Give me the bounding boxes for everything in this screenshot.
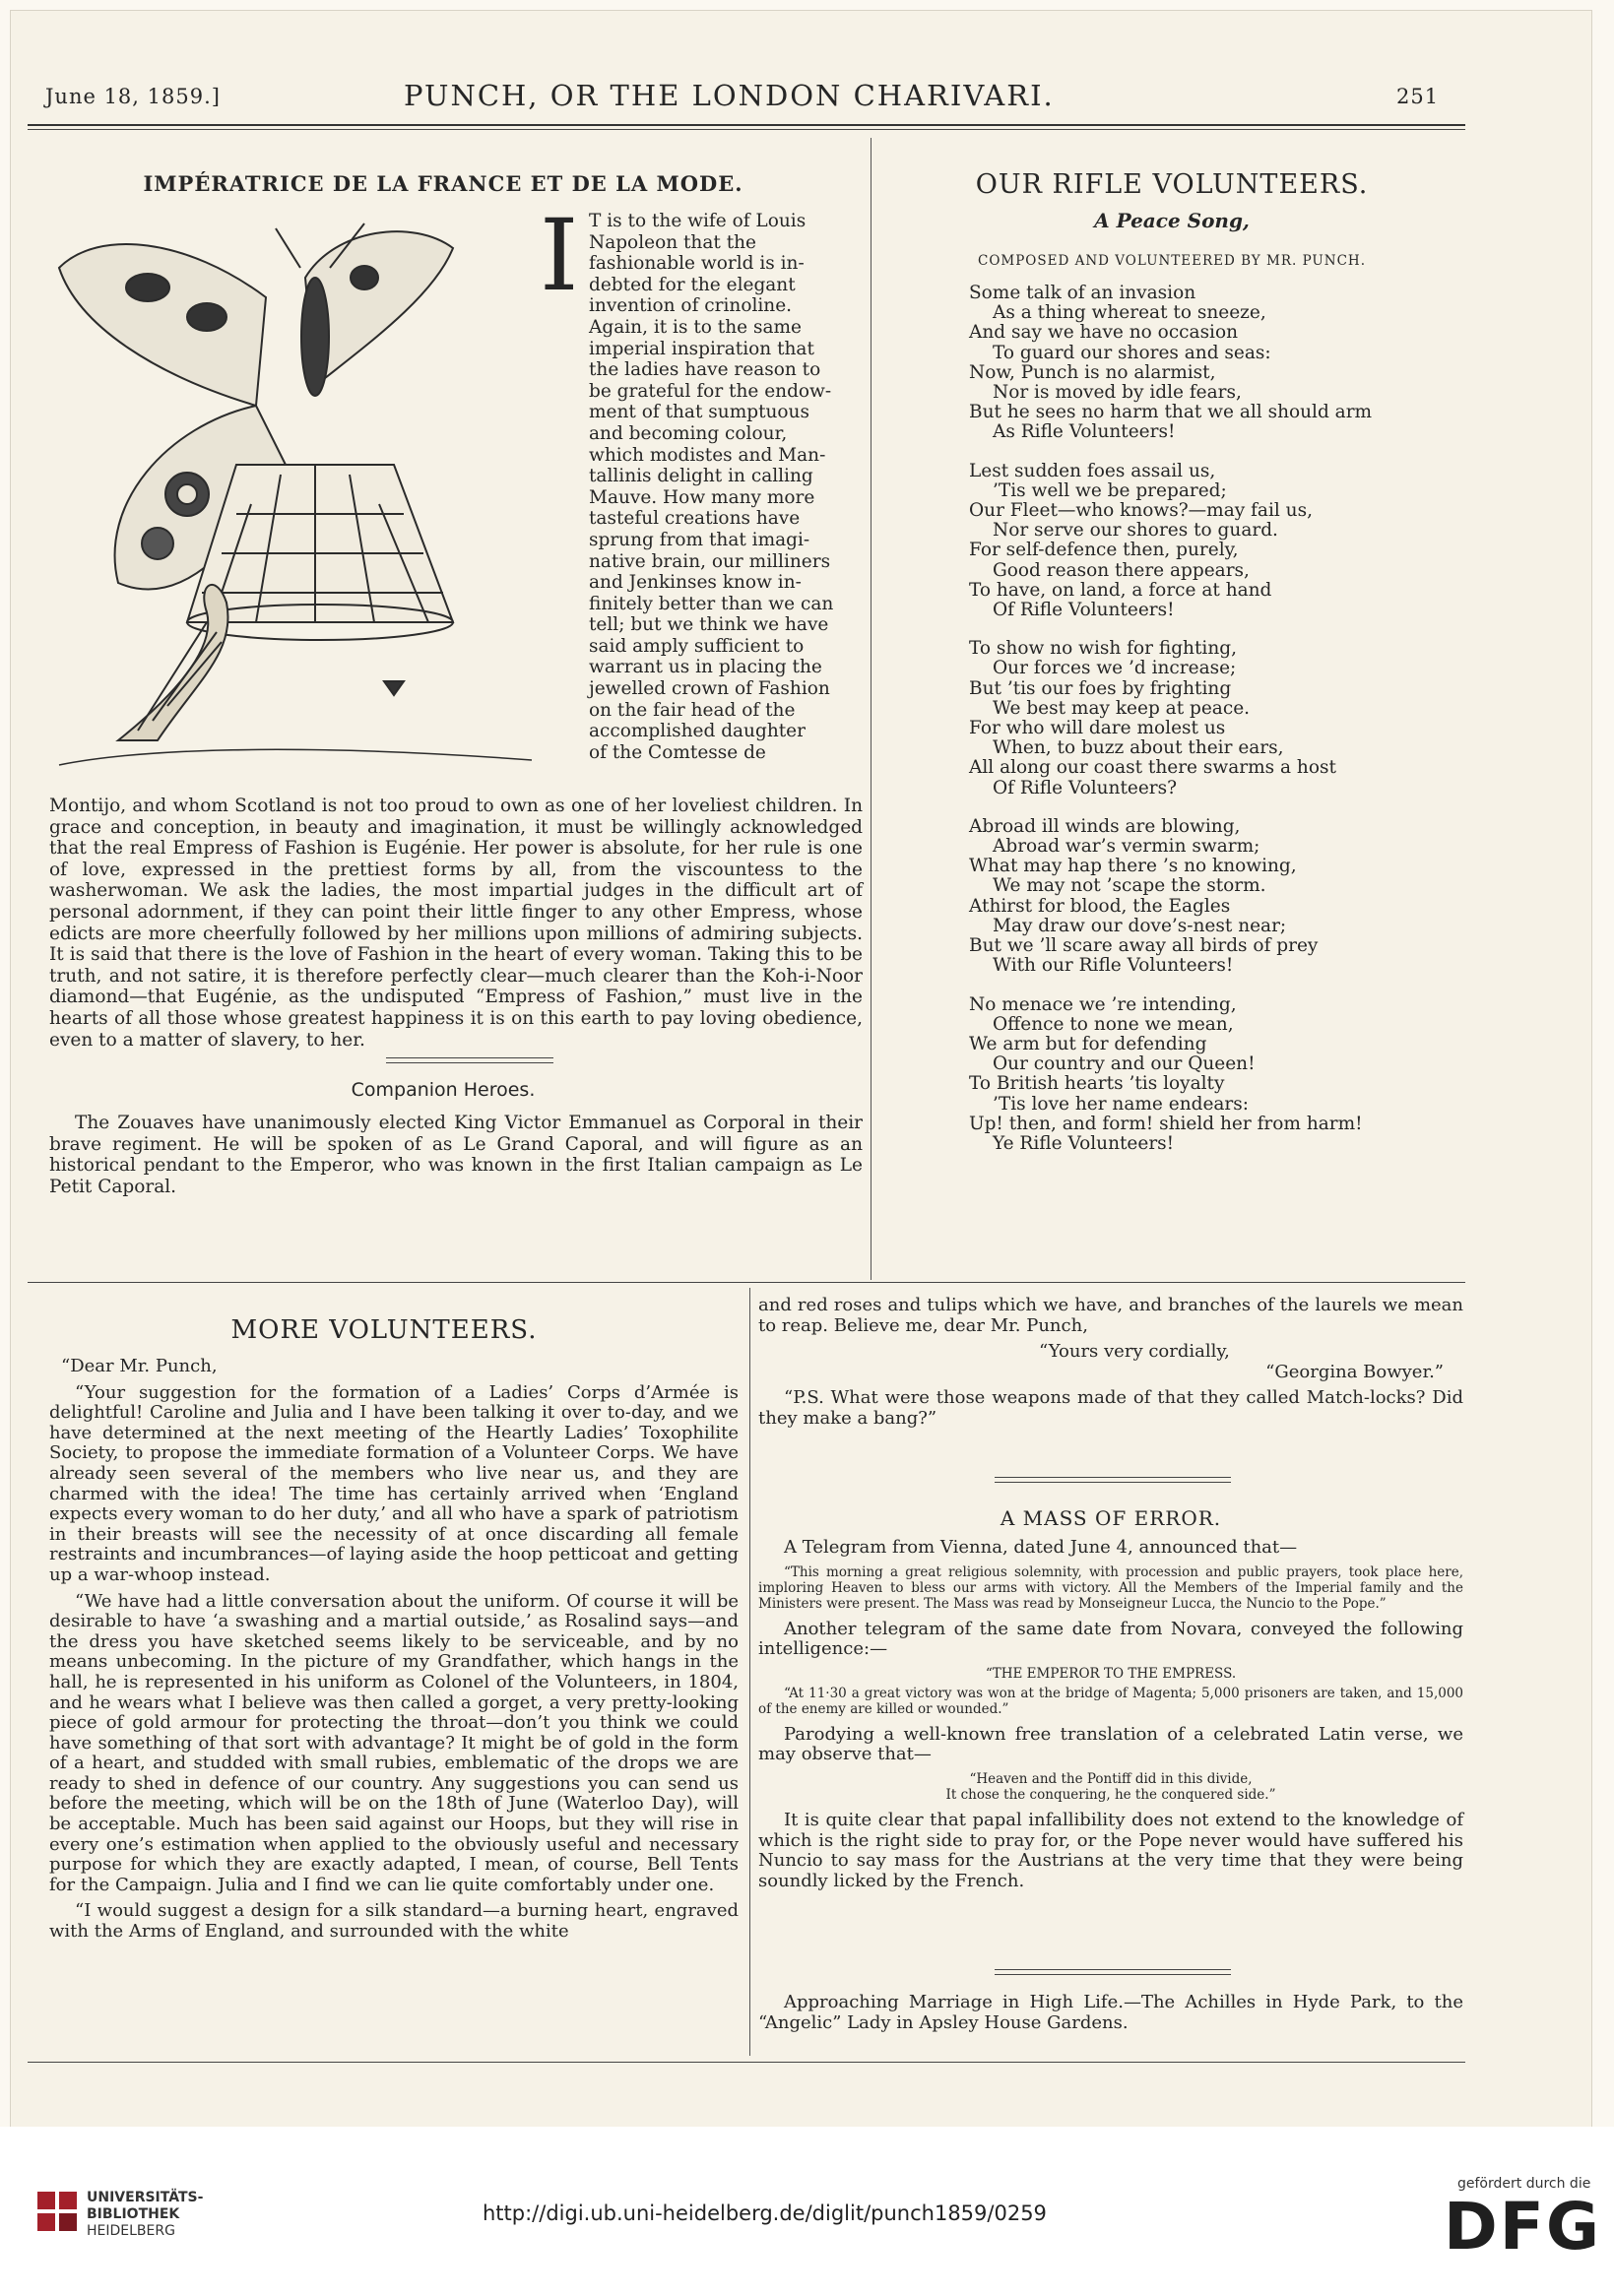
wrap-line: and Jenkinses know in- — [589, 572, 802, 594]
poem-line: ’Tis well we be prepared; — [993, 479, 1227, 501]
section-divider-2 — [386, 1062, 553, 1063]
poem-line: No menace we ’re intending, — [969, 993, 1237, 1015]
butterfly-woodcut — [39, 209, 551, 780]
butterfly-crinoline-illustration — [39, 209, 551, 780]
poem-line: All along our coast there swarms a host — [969, 757, 1336, 779]
poem-line: Now, Punch is no alarmist, — [969, 361, 1216, 383]
header-title: PUNCH, OR THE LONDON CHARIVARI. — [404, 79, 1055, 112]
poem-line: With our Rifle Volunteers! — [993, 955, 1234, 977]
poem-line: As Rifle Volunteers! — [993, 421, 1176, 443]
poem-line: We best may keep at peace. — [993, 697, 1251, 719]
poem-line: ’Tis love her name endears: — [993, 1093, 1250, 1115]
column-divider-bottom — [749, 1288, 750, 2056]
drop-cap: I — [540, 198, 579, 313]
poem-line: We may not ’scape the storm. — [993, 875, 1266, 897]
companion-col — [49, 1113, 863, 1203]
wrap-line: jewelled crown of Fashion — [589, 678, 830, 700]
poem-line: Of Rifle Volunteers? — [993, 777, 1178, 798]
more-paragraph: “I would suggest a design for a silk standard—a burning heart, engraved with the Arms of England, and surrounded with the white — [49, 1900, 739, 1943]
poem-line: Abroad war’s vermin swarm; — [993, 836, 1260, 858]
imperatrice-wrap-text — [589, 211, 863, 763]
poem-line: To have, on land, a force at hand — [969, 579, 1272, 601]
wrap-line: finitely better than we can — [589, 593, 834, 614]
poem-line: To show no wish for fighting, — [969, 638, 1237, 660]
more-title: MORE VOLUNTEERS. — [230, 1315, 538, 1345]
section-divider — [995, 1969, 1231, 1970]
middle-rule — [28, 1282, 1465, 1283]
header-date: June 18, 1859.] — [45, 85, 221, 108]
poem-line: Up! then, and form! shield her from harm! — [969, 1113, 1363, 1134]
mass-quote-1: “This morning a great religious solemnity, with procession and public prayers, took place here, imploring Heaven to bless our arms with victory. All the Members of the Imperial family and the Ministers were present. The Mass was read by Monseigneur Lucca, the Nuncio to the Pope.” — [758, 1563, 1463, 1612]
header-rule — [28, 124, 1465, 126]
poem-line: To British hearts ’tis loyalty — [969, 1073, 1225, 1095]
more-closing: “Yours very cordially, — [1039, 1341, 1230, 1363]
library-line: HEIDELBERG — [87, 2223, 175, 2239]
wrap-line: ment of that sumptuous — [589, 402, 809, 423]
wrap-line: of the Comtesse de — [589, 741, 766, 763]
column-divider-top — [871, 138, 872, 1280]
imperatrice-body-col — [49, 796, 863, 1056]
imperatrice-title: IMPÉRATRICE DE LA FRANCE ET DE LA MODE. — [143, 171, 743, 196]
poem-line: May draw our dove’s-nest near; — [993, 915, 1287, 936]
poem-line: But he sees no harm that we all should arm — [969, 402, 1373, 423]
poem-stanza — [969, 462, 1461, 621]
library-name — [87, 2190, 203, 2240]
wrap-line: imperial inspiration that — [589, 338, 814, 359]
wrap-line: invention of crinoline. — [589, 295, 793, 317]
more-continuation-col — [758, 1296, 1463, 1435]
wrap-line: Again, it is to the same — [589, 316, 802, 338]
poem-line: Some talk of an invasion — [969, 283, 1196, 303]
section-divider — [386, 1057, 553, 1058]
poem-line: We arm but for defending — [969, 1033, 1207, 1054]
section-divider — [995, 1477, 1231, 1478]
library-line: UNIVERSITÄTS- — [87, 2190, 204, 2205]
poem-stanza — [969, 284, 1461, 443]
more-col — [49, 1357, 739, 1948]
imperatrice-body: Montijo, and whom Scotland is not too proud to own as one of her loveliest children. In grace and conception, in beauty and imagination, it must be willingly acknowledged that the real Empress of Fashion is Eugénie. Her power is absolute, for her rule is one of love, expressed in the prettiest forms by all, from the viscountess to the washerwoman. We ask the ladies, the most impartial judges in the difficult art of personal adornment, if they can point their little finger to any other Empress, whose edicts are more cheerfully followed by her millions upon millions of admiring subjects. It is said that there is the love of Fashion in the heart of every woman. Taking this to be truth, and not satire, it is therefore perfectly clear—much clearer than the Koh-i-Noor diamond—that Eugénie, as the undisputed “Empress of Fashion,” must live in the hearts of all those whose greatest happiness it is on this earth to pay loving obedience, even to a matter of slavery, to her. — [49, 796, 863, 1051]
mass-quote-2: “At 11·30 a great victory was won at the bridge of Magenta; 5,000 prisoners are taken, and 15,000 of the enemy are killed or wounded.” — [758, 1685, 1463, 1717]
wrap-line: tallinis delight in calling — [589, 466, 813, 487]
source-url-link[interactable]: http://digi.ub.uni-heidelberg.de/diglit/punch1859/0259 — [483, 2201, 1047, 2225]
poem-line: As a thing whereat to sneeze, — [993, 302, 1266, 324]
mass-verse-1: “Heaven and the Pontiff did in this divide, — [969, 1770, 1253, 1787]
section-divider-2 — [995, 1974, 1231, 1975]
poem-line: And say we have no occasion — [969, 322, 1239, 344]
poem-stanza — [969, 995, 1461, 1155]
more-ps: “P.S. What were those weapons made of that they called Match-locks? Did they make a bang?” — [758, 1387, 1463, 1429]
wrap-line: T is to the wife of Louis — [589, 211, 807, 231]
wrap-line: said amply sufficient to — [589, 635, 805, 657]
poem-line: But ’tis our foes by frighting — [969, 677, 1232, 699]
wrap-line: fashionable world is in- — [589, 253, 805, 275]
more-signature: “Georgina Bowyer.” — [1265, 1361, 1444, 1382]
rifle-byline: COMPOSED AND VOLUNTEERED BY MR. PUNCH. — [978, 253, 1366, 269]
more-salutation: “Dear Mr. Punch, — [61, 1356, 218, 1376]
poem-line: What may hap there ’s no knowing, — [969, 856, 1297, 877]
wrap-line: native brain, our milliners — [589, 550, 831, 572]
rifle-subtitle: A Peace Song, — [1094, 209, 1250, 232]
companion-body: The Zouaves have unanimously elected King Victor Emmanuel as Corporal in their brave regiment. He will be spoken of as Le Grand Caporal, and will figure as an historical pendant to the Emperor, who was known in the first Italian campaign as Le Petit Caporal. — [49, 1113, 863, 1197]
poem-line: For who will dare molest us — [969, 718, 1226, 739]
companion-title: Companion Heroes. — [351, 1079, 536, 1101]
poem-line: Offence to none we mean, — [993, 1013, 1234, 1035]
poem-line: Good reason there appears, — [993, 559, 1250, 581]
funded-by-label: gefördert durch die — [1457, 2176, 1591, 2192]
poem-line: Ye Rifle Volunteers! — [993, 1132, 1175, 1154]
poem-line: Lest sudden foes assail us, — [969, 460, 1216, 481]
mass-paragraph: Parodying a well-known free translation of a celebrated Latin verse, we may observe that— — [758, 1723, 1463, 1765]
mass-verse-2: It chose the conquering, he the conquered side.” — [945, 1786, 1276, 1803]
header-page-number: 251 — [1396, 85, 1440, 108]
rifle-title: OUR RIFLE VOLUNTEERS. — [975, 169, 1369, 200]
wrap-line: tell; but we think we have — [589, 614, 829, 636]
dfg-logo: DFG — [1444, 2189, 1602, 2264]
wrap-line: sprung from that imagi- — [589, 529, 810, 550]
poem-line: For self-defence then, purely, — [969, 540, 1239, 561]
wrap-line: accomplished daughter — [589, 721, 806, 742]
header-rule-2 — [28, 129, 1465, 130]
wrap-line: be grateful for the endow- — [589, 380, 832, 402]
poem-stanza — [969, 639, 1461, 798]
more-continuation: and red roses and tulips which we have, and branches of the laurels we mean to reap. Believe me, dear Mr. Punch, — [758, 1295, 1463, 1336]
approaching-col — [758, 1993, 1463, 2039]
wrap-line: which modistes and Man- — [589, 444, 826, 466]
mass-col — [758, 1538, 1463, 1897]
poem-line: Abroad ill winds are blowing, — [969, 815, 1241, 837]
mass-title: A MASS OF ERROR. — [1000, 1506, 1222, 1530]
more-paragraph: “We have had a little conversation about the uniform. Of course it will be desirable to have ‘a swashing and a martial outside,’ as Rosalind says—and the dress you have sketched seems likely to be serviceable, and by no means unbecoming. In the picture of my Grandfather, which hangs in the hall, he is represented in his uniform as Colonel of the Volunteers, in 1804, and he wears what I believe was then called a gorget, a very pretty-looking piece of gold armour for protecting the throat—don’t you think we could have something of that sort with advantage? It might be of gold in the form of a heart, and studded with small rubies, emblematic of the drops we are ready to shed in defence of our country. Any suggestions you can send us before the meeting, which will be on the 18th of June (Waterloo Day), will be acceptable. Much has been said against our Hoops, but they will rise in every one’s estimation when applied to the obviously useful and necessary purpose for which they are exactly adapted, I mean, of course, Bell Tents for the Campaign. Julia and I find we can lie quite comfortably under one. — [49, 1590, 739, 1895]
mass-paragraph: It is quite clear that papal infallibility does not extend to the knowledge of which is the right side to pray for, or the Pope never would have suffered his Nuncio to say mass for the Austrians at the very time that they were being soundly licked by the French. — [758, 1809, 1463, 1891]
wrap-line: on the fair head of the — [589, 699, 796, 721]
section-divider-2 — [995, 1482, 1231, 1483]
more-paragraph: “Your suggestion for the formation of a Ladies’ Corps d’Armée is delightful! Caroline and Julia and I have been talking it over to-day, and we have determined at the next meeting of the Heartly Ladies’ Toxophilite Society, to propose the immediate formation of a Volunteer Corps. We have already seen several of the members who live near us, and they are charmed with the idea! The time has certainly arrived when ‘England expects every woman to do her duty,’ and all who have a spark of patriotism in their breasts will see the necessity of at once discarding all female restraints and incumbrances—of laying aside the hoop petticoat and getting up a war-whoop instead. — [49, 1381, 739, 1585]
approaching-text: Approaching Marriage in High Life.—The Achilles in Hyde Park, to the “Angelic” Lady in Apsley House Gardens. — [758, 1992, 1463, 2033]
wrap-line: Mauve. How many more — [589, 486, 815, 508]
poem-line: Athirst for blood, the Eagles — [969, 895, 1231, 917]
poem-line: Our Fleet—who knows?—may fail us, — [969, 500, 1313, 522]
library-line: BIBLIOTHEK — [87, 2206, 180, 2222]
wrap-line: debted for the elegant — [589, 274, 796, 295]
digitization-footer — [0, 2127, 1614, 2296]
poem-stanza — [969, 817, 1461, 977]
poem-line: When, to buzz about their ears, — [993, 737, 1284, 759]
poem-line: Nor serve our shores to guard. — [993, 520, 1278, 542]
mass-paragraph: Another telegram of the same date from Novara, conveyed the following intelligence:— — [758, 1618, 1463, 1660]
wrap-line: Napoleon that the — [589, 231, 756, 253]
mass-intro: A Telegram from Vienna, dated June 4, announced that— — [784, 1537, 1298, 1558]
wrap-line: and becoming colour, — [589, 422, 788, 444]
poem-line: Nor is moved by idle fears, — [993, 382, 1242, 404]
bottom-rule — [28, 2062, 1465, 2063]
wrap-line: the ladies have reason to — [589, 359, 821, 381]
poem-line: Our country and our Queen! — [993, 1053, 1256, 1075]
library-logo-icon — [37, 2192, 77, 2231]
wrap-line: tasteful creations have — [589, 508, 801, 530]
poem-line: Of Rifle Volunteers! — [993, 600, 1175, 621]
mass-quote-2-head: “THE EMPEROR TO THE EMPRESS. — [985, 1665, 1237, 1682]
rifle-poem — [969, 284, 1461, 1173]
poem-line: But we ’ll scare away all birds of prey — [969, 935, 1319, 957]
poem-line: Our forces we ’d increase; — [993, 658, 1237, 679]
poem-line: To guard our shores and seas: — [993, 342, 1271, 363]
wrap-line: warrant us in placing the — [589, 657, 822, 678]
